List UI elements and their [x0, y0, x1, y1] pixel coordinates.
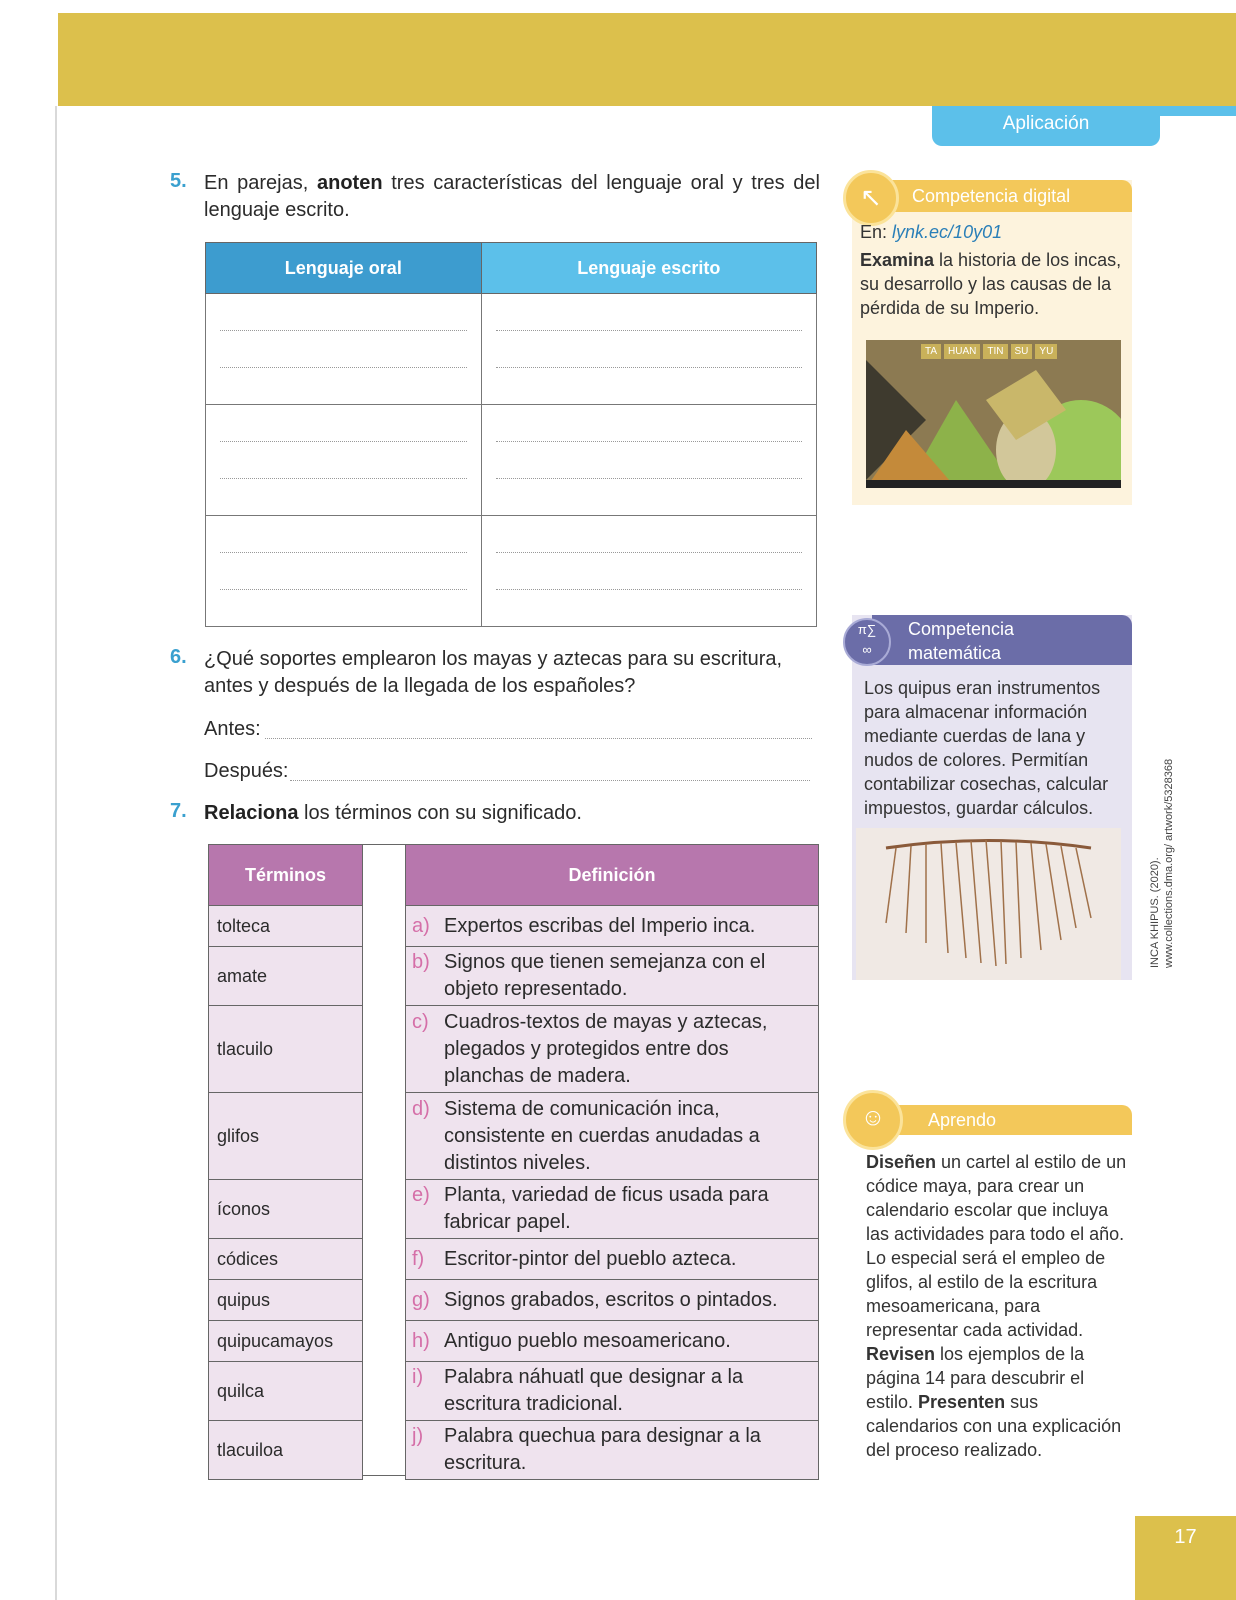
word-tile: SU [1011, 344, 1033, 359]
definition-row [406, 1180, 819, 1239]
definition-text: Escritor-pintor del pueblo azteca. [444, 1247, 737, 1270]
quipu-photo [856, 828, 1121, 980]
title-line: matemática [908, 643, 1002, 663]
text-part: la historia de los incas, su desarrollo y las causas de la pérdida de su Imperio. [860, 250, 1122, 318]
video-illustration [866, 340, 1121, 488]
digital-link-line [860, 220, 1125, 244]
page-number: 17 [1135, 1516, 1236, 1600]
question-text [204, 170, 820, 224]
question-text: ¿Qué soportes emplearon los mayas y aztecas para su escritura, antes y después de la llegada de los españoles? [204, 648, 783, 697]
text-part: sus calendarios con una explicación del proceso realizado. [866, 1392, 1122, 1460]
emphasis-verb: Relaciona [204, 802, 299, 824]
term-cell: quipus [209, 1280, 363, 1321]
page-edge-divider [55, 106, 57, 1600]
answer-cell[interactable] [481, 516, 816, 627]
word-tile: HUAN [944, 344, 980, 359]
term-cell: quilca [209, 1362, 363, 1421]
question-text [204, 800, 582, 827]
definition-letter: i) [412, 1366, 424, 1388]
emphasis-verb: Presenten [918, 1392, 1006, 1412]
question-number: 7. [170, 800, 187, 822]
term-cell: íconos [209, 1180, 363, 1239]
definition-letter: j) [412, 1425, 424, 1447]
term-cell: glifos [209, 1093, 363, 1180]
definitions-header: Definición [406, 845, 819, 906]
definition-row [406, 1006, 819, 1093]
emphasis-verb: anoten [317, 172, 383, 194]
term-cell: tolteca [209, 906, 363, 947]
definition-text: Cuadros-textos de mayas y aztecas, plegados y protegidos entre dos planchas de madera. [444, 1010, 768, 1087]
text-part: un cartel al estilo de un códice maya, para crear un calendario escolar que incluya las actividades para todo el año. Lo especial será el empleo de glifos, al estilo de la escritura mesoamericana, para representar cada actividad. [866, 1152, 1127, 1340]
definition-text: Palabra náhuatl que designar a la escritura tradicional. [444, 1366, 744, 1415]
antes-answer-line[interactable] [265, 716, 812, 739]
text-part: tres características del lenguaje oral y tres del lenguaje escrito. [204, 172, 820, 221]
tab-strip [1160, 106, 1236, 116]
definition-row [406, 947, 819, 1006]
link-label: En: [860, 222, 893, 242]
aprendo-card-text [866, 1150, 1131, 1462]
antes-label: Antes: [204, 718, 261, 740]
definition-text: Palabra quechua para designar a la escritura. [444, 1425, 761, 1474]
definition-letter: e) [412, 1184, 430, 1206]
image-credit: INCA KHIPUS. (2020). www.collections.dma.org/ artwork/5328368 [1149, 758, 1175, 968]
definition-text: Expertos escribas del Imperio inca. [444, 914, 756, 937]
question-number: 6. [170, 646, 187, 668]
term-cell: tlacuiloa [209, 1421, 363, 1480]
math-symbols-icon: π∑ ∞ [843, 618, 891, 666]
definition-letter: c) [412, 1010, 429, 1033]
definition-letter: b) [412, 951, 430, 973]
definition-text: Signos que tienen semejanza con el objeto representado. [444, 951, 766, 1000]
definition-text: Sistema de comunicación inca, consistente en cuerdas anudadas a distintos niveles. [444, 1097, 760, 1174]
emphasis-verb: Diseñen [866, 1152, 937, 1172]
word-tile: TIN [983, 344, 1007, 359]
math-card-text: Los quipus eran instrumentos para almacenar información mediante cuerdas de lana y nudos de colores. Permitían contabilizar cosechas, calcular impuestos, guardar cálculos. [864, 678, 1109, 818]
definition-text: Signos grabados, escritos o pintados. [444, 1288, 778, 1311]
column-header-oral: Lenguaje oral [206, 243, 482, 294]
matching-gap [363, 844, 405, 1476]
language-table [205, 242, 817, 627]
digital-card-text [860, 248, 1125, 320]
section-tab-aplicacion: Aplicación [932, 106, 1160, 146]
answer-cell[interactable] [206, 405, 482, 516]
term-cell: amate [209, 947, 363, 1006]
definition-letter: g) [412, 1288, 430, 1311]
definition-row [406, 1093, 819, 1180]
math-card-title [872, 615, 1132, 665]
aprendo-card-title: Aprendo [868, 1105, 1132, 1135]
definition-letter: h) [412, 1329, 430, 1352]
text-part: los términos con su significado. [298, 802, 582, 824]
term-cell: códices [209, 1239, 363, 1280]
video-thumbnail[interactable] [866, 340, 1121, 488]
cursor-icon: ↖ [843, 170, 899, 226]
title-line: Competencia [908, 619, 1015, 639]
text-part: los ejemplos de la página 14 para descubrir el estilo. [866, 1344, 1085, 1412]
definition-row [406, 1362, 819, 1421]
terms-header: Términos [209, 845, 363, 906]
definition-row [406, 1321, 819, 1362]
digital-card-title: Competencia digital [872, 180, 1132, 212]
answer-cell[interactable] [481, 294, 816, 405]
video-word-tiles [921, 344, 1057, 359]
top-color-band [58, 13, 1236, 106]
question-number: 5. [170, 170, 187, 192]
definition-letter: d) [412, 1097, 430, 1120]
word-tile: YU [1035, 344, 1057, 359]
definitions-column [405, 844, 819, 1480]
definition-text: Antiguo pueblo mesoamericano. [444, 1329, 731, 1352]
despues-answer-line[interactable] [290, 758, 810, 781]
learner-icon: ☺ [843, 1090, 903, 1150]
despues-label: Después: [204, 760, 289, 782]
answer-cell[interactable] [206, 516, 482, 627]
column-header-written: Lenguaje escrito [481, 243, 816, 294]
definition-row [406, 906, 819, 947]
definition-text: Planta, variedad de ficus usada para fabricar papel. [444, 1184, 769, 1233]
definition-row [406, 1421, 819, 1480]
definition-row [406, 1280, 819, 1321]
digital-link[interactable]: lynk.ec/10y01 [892, 222, 1003, 242]
answer-cell[interactable] [481, 405, 816, 516]
term-cell: tlacuilo [209, 1006, 363, 1093]
quipu-illustration [856, 828, 1121, 980]
text-part: En parejas, [204, 172, 317, 194]
word-tile: TA [921, 344, 941, 359]
term-cell: quipucamayos [209, 1321, 363, 1362]
answer-cell[interactable] [206, 294, 482, 405]
definition-letter: f) [412, 1247, 425, 1270]
terms-column [208, 844, 363, 1480]
definition-row [406, 1239, 819, 1280]
emphasis-verb: Revisen [866, 1344, 936, 1364]
emphasis-verb: Examina [860, 250, 935, 270]
definition-letter: a) [412, 914, 430, 937]
